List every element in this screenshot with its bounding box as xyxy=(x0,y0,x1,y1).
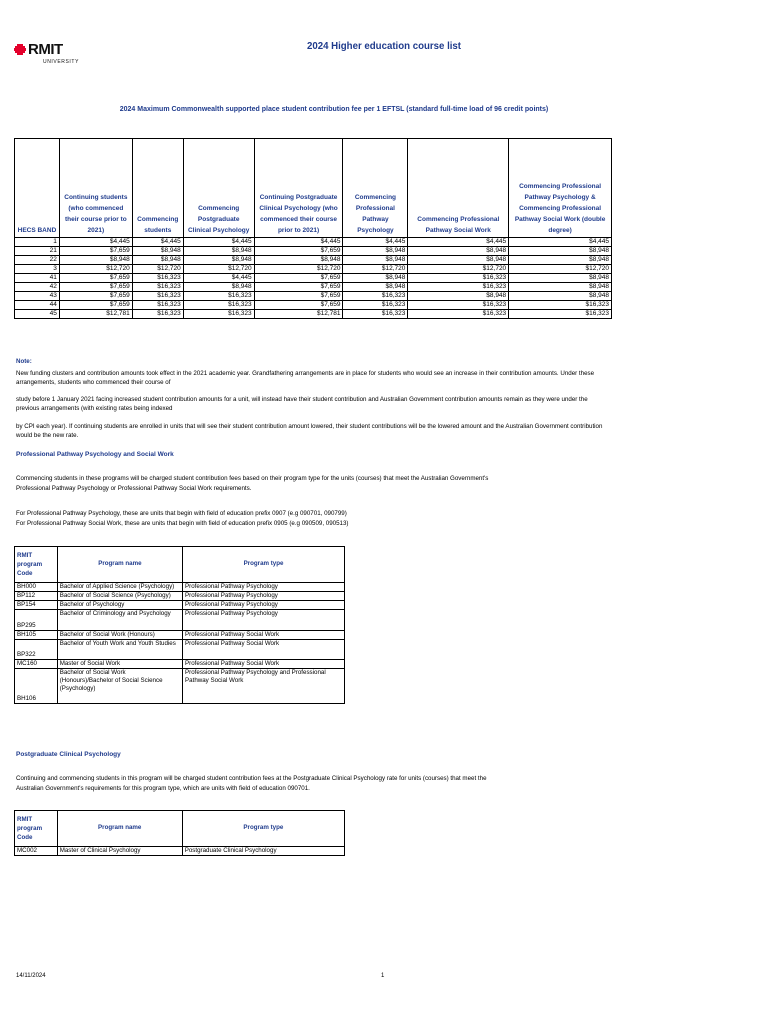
program-name-cell: Bachelor of Social Work (Honours)/Bachelor of Social Science (Psychology) xyxy=(57,669,182,704)
col-header-type: Program type xyxy=(183,547,345,583)
fee-cell: $12,720 xyxy=(183,265,254,274)
fee-cell: $8,948 xyxy=(254,256,343,265)
clinical-program-table xyxy=(14,810,345,856)
fee-cell: $12,720 xyxy=(343,265,408,274)
footer-page-number: 1 xyxy=(381,973,385,979)
fee-cell: $8,948 xyxy=(132,247,183,256)
fee-cell: $8,948 xyxy=(343,247,408,256)
fee-cell: $8,948 xyxy=(343,283,408,292)
col-header: Commencing Professional Pathway Psychology xyxy=(343,139,408,238)
fee-cell: $8,948 xyxy=(509,247,612,256)
fee-cell: $7,659 xyxy=(254,301,343,310)
hecs-band-cell: 43 xyxy=(15,292,60,301)
col-header: Commencing Professional Pathway Social Work xyxy=(408,139,509,238)
fee-cell: $16,323 xyxy=(132,274,183,283)
col-header: Commencing students xyxy=(132,139,183,238)
fees-row xyxy=(15,238,612,247)
note-line-2: study before 1 January 2021 facing increased student contribution amounts for a unit, will instead have their student contribution and Australian Government contribution amounts remain as they were under the previous arrangements (with existing rates being indexed xyxy=(16,396,588,412)
fees-row xyxy=(15,310,612,319)
program-type-cell: Professional Pathway Psychology xyxy=(183,583,345,592)
fees-body xyxy=(15,238,612,319)
fee-cell: $16,323 xyxy=(132,283,183,292)
hecs-band-cell: 42 xyxy=(15,283,60,292)
hecs-band-cell: 22 xyxy=(15,256,60,265)
fee-cell: $16,323 xyxy=(408,274,509,283)
program-code-cell: MC002 xyxy=(15,847,58,856)
fee-cell: $7,659 xyxy=(254,283,343,292)
fee-cell: $4,445 xyxy=(59,238,132,247)
fee-cell: $16,323 xyxy=(408,310,509,319)
fee-cell: $4,445 xyxy=(183,238,254,247)
col-header-type: Program type xyxy=(182,811,344,847)
program-code-cell: BH106 xyxy=(15,669,58,704)
fee-cell: $12,781 xyxy=(254,310,343,319)
program-code-cell: MC160 xyxy=(15,660,58,669)
fee-cell: $8,948 xyxy=(59,256,132,265)
program-row xyxy=(15,640,345,660)
hecs-band-cell: 21 xyxy=(15,247,60,256)
fee-cell: $12,720 xyxy=(132,265,183,274)
note-line-3: by CPI each year). If continuing students are enrolled in units that will see their student contribution amount lowered, their student contributions will be the lowered amount and the Australian Government contribution would be the new rate. xyxy=(16,423,603,439)
footer-date: 14/11/2024 xyxy=(16,973,46,979)
col-header-name: Program name xyxy=(57,547,182,583)
program-name-cell: Bachelor of Criminology and Psychology xyxy=(57,610,182,631)
col-header-code: RMIT program Code xyxy=(15,811,58,847)
clinical-heading: Postgraduate Clinical Psychology xyxy=(16,751,121,758)
program-row xyxy=(15,669,345,704)
fee-cell: $8,948 xyxy=(132,256,183,265)
program-code-cell: BP154 xyxy=(15,601,58,610)
fee-cell: $16,323 xyxy=(408,283,509,292)
program-type-cell: Professional Pathway Psychology and Professional Pathway Social Work xyxy=(183,669,345,704)
fee-cell: $7,659 xyxy=(59,292,132,301)
fee-cell: $7,659 xyxy=(59,247,132,256)
fee-cell: $8,948 xyxy=(509,292,612,301)
program-row xyxy=(15,592,345,601)
program-code-cell: BP322 xyxy=(15,640,58,660)
clinical-table-header-row xyxy=(15,811,345,847)
hecs-band-cell: 45 xyxy=(15,310,60,319)
col-header-code: RMIT program Code xyxy=(15,547,58,583)
col-header: Commencing Professional Pathway Psychology & Commencing Professional Pathway Social Work (double degree) xyxy=(509,139,612,238)
hecs-band-cell: 3 xyxy=(15,265,60,274)
fee-cell: $16,323 xyxy=(132,292,183,301)
clinical-para-line1: Continuing and commencing students in this program will be charged student contribution fees at the Postgraduate Clinical Psychology rate for units (courses) that meet the xyxy=(16,775,487,782)
col-header: Continuing students (who commenced their course prior to 2021) xyxy=(59,139,132,238)
pathway-heading: Professional Pathway Psychology and Social Work xyxy=(16,451,174,458)
fee-cell: $7,659 xyxy=(254,292,343,301)
fees-row xyxy=(15,292,612,301)
fees-row xyxy=(15,283,612,292)
program-row xyxy=(15,660,345,669)
program-name-cell: Master of Clinical Psychology xyxy=(57,847,182,856)
fees-row xyxy=(15,256,612,265)
fee-cell: $8,948 xyxy=(509,256,612,265)
fee-cell: $16,323 xyxy=(343,301,408,310)
fee-cell: $16,323 xyxy=(183,292,254,301)
fee-cell: $16,323 xyxy=(183,301,254,310)
pathway-para2-line1: For Professional Pathway Psychology, these are units that begin with field of education prefix 0907 (e.g 090701, 090799) xyxy=(16,510,347,517)
fee-cell: $12,781 xyxy=(59,310,132,319)
pathway-body xyxy=(15,583,345,704)
fee-cell: $8,948 xyxy=(343,274,408,283)
clinical-para-line2: Australian Government's requirements for this program type, which are units with field of education 090701. xyxy=(16,785,310,792)
fee-cell: $8,948 xyxy=(183,283,254,292)
fee-cell: $4,445 xyxy=(132,238,183,247)
program-type-cell: Professional Pathway Psychology xyxy=(183,592,345,601)
fee-cell: $12,720 xyxy=(254,265,343,274)
pathway-para2-line2: For Professional Pathway Social Work, these are units that begin with field of education prefix 0905 (e.g 090509, 090513) xyxy=(16,520,349,527)
fee-cell: $7,659 xyxy=(59,274,132,283)
fee-cell: $7,659 xyxy=(59,283,132,292)
program-row xyxy=(15,631,345,640)
fee-cell: $16,323 xyxy=(408,301,509,310)
fee-cell: $8,948 xyxy=(509,274,612,283)
page-title: 2024 Higher education course list xyxy=(306,40,462,52)
program-type-cell: Professional Pathway Social Work xyxy=(183,631,345,640)
hecs-band-cell: 1 xyxy=(15,238,60,247)
program-row xyxy=(15,583,345,592)
fees-header-row xyxy=(15,139,612,238)
col-header: Continuing Postgraduate Clinical Psychology (who commenced their course prior to 2021) xyxy=(254,139,343,238)
pathway-program-table xyxy=(14,546,345,704)
fee-cell: $16,323 xyxy=(132,310,183,319)
fees-row xyxy=(15,247,612,256)
program-type-cell: Professional Pathway Social Work xyxy=(183,640,345,660)
fee-cell: $16,323 xyxy=(183,310,254,319)
program-row xyxy=(15,847,345,856)
fee-cell: $8,948 xyxy=(183,256,254,265)
program-row xyxy=(15,601,345,610)
fee-cell: $7,659 xyxy=(59,301,132,310)
fee-cell: $8,948 xyxy=(408,247,509,256)
program-name-cell: Bachelor of Psychology xyxy=(57,601,182,610)
fee-cell: $4,445 xyxy=(254,238,343,247)
program-name-cell: Bachelor of Social Science (Psychology) xyxy=(57,592,182,601)
program-code-cell: BP295 xyxy=(15,610,58,631)
fee-cell: $8,948 xyxy=(408,292,509,301)
fees-row xyxy=(15,265,612,274)
logo-wordmark: RMIT xyxy=(28,41,63,58)
fee-cell: $16,323 xyxy=(132,301,183,310)
note-label: Note: xyxy=(16,358,32,365)
program-code-cell: BH105 xyxy=(15,631,58,640)
program-type-cell: Professional Pathway Psychology xyxy=(183,601,345,610)
fee-cell: $4,445 xyxy=(183,274,254,283)
program-name-cell: Bachelor of Applied Science (Psychology) xyxy=(57,583,182,592)
program-type-cell: Postgraduate Clinical Psychology xyxy=(182,847,344,856)
fee-cell: $8,948 xyxy=(183,247,254,256)
program-name-cell: Master of Social Work xyxy=(57,660,182,669)
program-type-cell: Professional Pathway Psychology xyxy=(183,610,345,631)
fee-cell: $7,659 xyxy=(254,274,343,283)
fee-cell: $4,445 xyxy=(343,238,408,247)
col-header: HECS BAND xyxy=(15,139,60,238)
fee-cell: $4,445 xyxy=(408,238,509,247)
fees-table xyxy=(14,138,612,319)
fees-row xyxy=(15,274,612,283)
fee-cell: $8,948 xyxy=(343,256,408,265)
hecs-band-cell: 44 xyxy=(15,301,60,310)
program-type-cell: Professional Pathway Social Work xyxy=(183,660,345,669)
program-code-cell: BP112 xyxy=(15,592,58,601)
rmit-pixel-logo-icon xyxy=(14,44,26,56)
fee-cell: $8,948 xyxy=(408,256,509,265)
fee-cell: $7,659 xyxy=(254,247,343,256)
fee-cell: $12,720 xyxy=(59,265,132,274)
fee-cell: $4,445 xyxy=(509,238,612,247)
col-header: Commencing Postgraduate Clinical Psychology xyxy=(183,139,254,238)
fees-table-caption: 2024 Maximum Commonwealth supported place student contribution fee per 1 EFTSL (standard full-time load of 96 credit points) xyxy=(119,106,549,113)
fee-cell: $8,948 xyxy=(509,283,612,292)
program-name-cell: Bachelor of Social Work (Honours) xyxy=(57,631,182,640)
fee-cell: $16,323 xyxy=(509,310,612,319)
fee-cell: $16,323 xyxy=(343,310,408,319)
program-code-cell: BH000 xyxy=(15,583,58,592)
fees-row xyxy=(15,301,612,310)
fee-cell: $12,720 xyxy=(408,265,509,274)
fee-cell: $16,323 xyxy=(509,301,612,310)
pathway-para1-line2: Professional Pathway Psychology or Professional Pathway Social Work requirements. xyxy=(16,485,252,492)
pathway-para1-line1: Commencing students in these programs will be charged student contribution fees based on their program type for the units (courses) that meet the Australian Government's xyxy=(16,475,489,482)
fee-cell: $16,323 xyxy=(343,292,408,301)
note-line-1: New funding clusters and contribution amounts took effect in the 2021 academic year. Grandfathering arrangements are in place for students who would see an increase in their contribution amounts. Under these arrangements, students who commenced their course of xyxy=(16,370,595,386)
fee-cell: $12,720 xyxy=(509,265,612,274)
hecs-band-cell: 41 xyxy=(15,274,60,283)
program-name-cell: Bachelor of Youth Work and Youth Studies xyxy=(57,640,182,660)
logo-subtext: UNIVERSITY xyxy=(43,59,80,65)
pathway-table-header-row xyxy=(15,547,345,583)
col-header-name: Program name xyxy=(57,811,182,847)
clinical-body xyxy=(15,847,345,856)
program-row xyxy=(15,610,345,631)
